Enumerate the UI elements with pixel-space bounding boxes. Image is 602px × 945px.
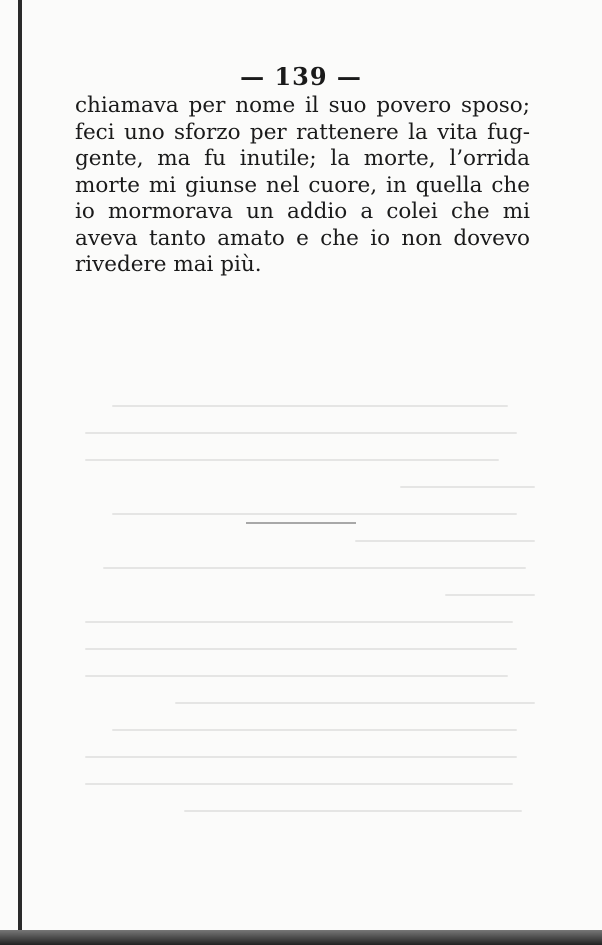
bleed-line: [355, 540, 535, 542]
bleed-line: [85, 459, 499, 461]
text-line: io mormorava un addio a colei che mi: [75, 199, 530, 224]
reverse-side-ornament: [246, 522, 356, 524]
bleed-line: [85, 648, 517, 650]
bleed-line: [112, 513, 517, 515]
text-line: feci uno sforzo per rattenere la vita fug-: [75, 119, 530, 145]
bleed-line: [175, 702, 535, 704]
reverse-side-bleed-through: [85, 405, 535, 845]
bleed-line: [85, 675, 508, 677]
bleed-line: [184, 810, 522, 812]
bleed-line: [400, 486, 535, 488]
text-line: aveva tanto amato e che io non dovevo: [75, 225, 530, 251]
binding-edge: [18, 0, 22, 945]
bleed-line: [85, 783, 513, 785]
bleed-line: [445, 594, 535, 596]
bleed-line: [85, 432, 517, 434]
text-line: gente, ma fu inutile; la morte, l’orrida: [75, 146, 530, 171]
text-line: chiamava per nome il suo povero sposo;: [75, 93, 530, 118]
body-text: [75, 93, 530, 279]
page-number: — 139 —: [240, 62, 362, 91]
text-line: rivedere mai più.: [75, 252, 262, 277]
bleed-line: [112, 405, 508, 407]
bleed-line: [85, 621, 513, 623]
bleed-line: [103, 567, 526, 569]
page-bottom-edge: [0, 930, 602, 945]
bleed-line: [85, 756, 517, 758]
text-line: morte mi giunse nel cuore, in quella che: [75, 172, 530, 198]
bleed-line: [112, 729, 517, 731]
